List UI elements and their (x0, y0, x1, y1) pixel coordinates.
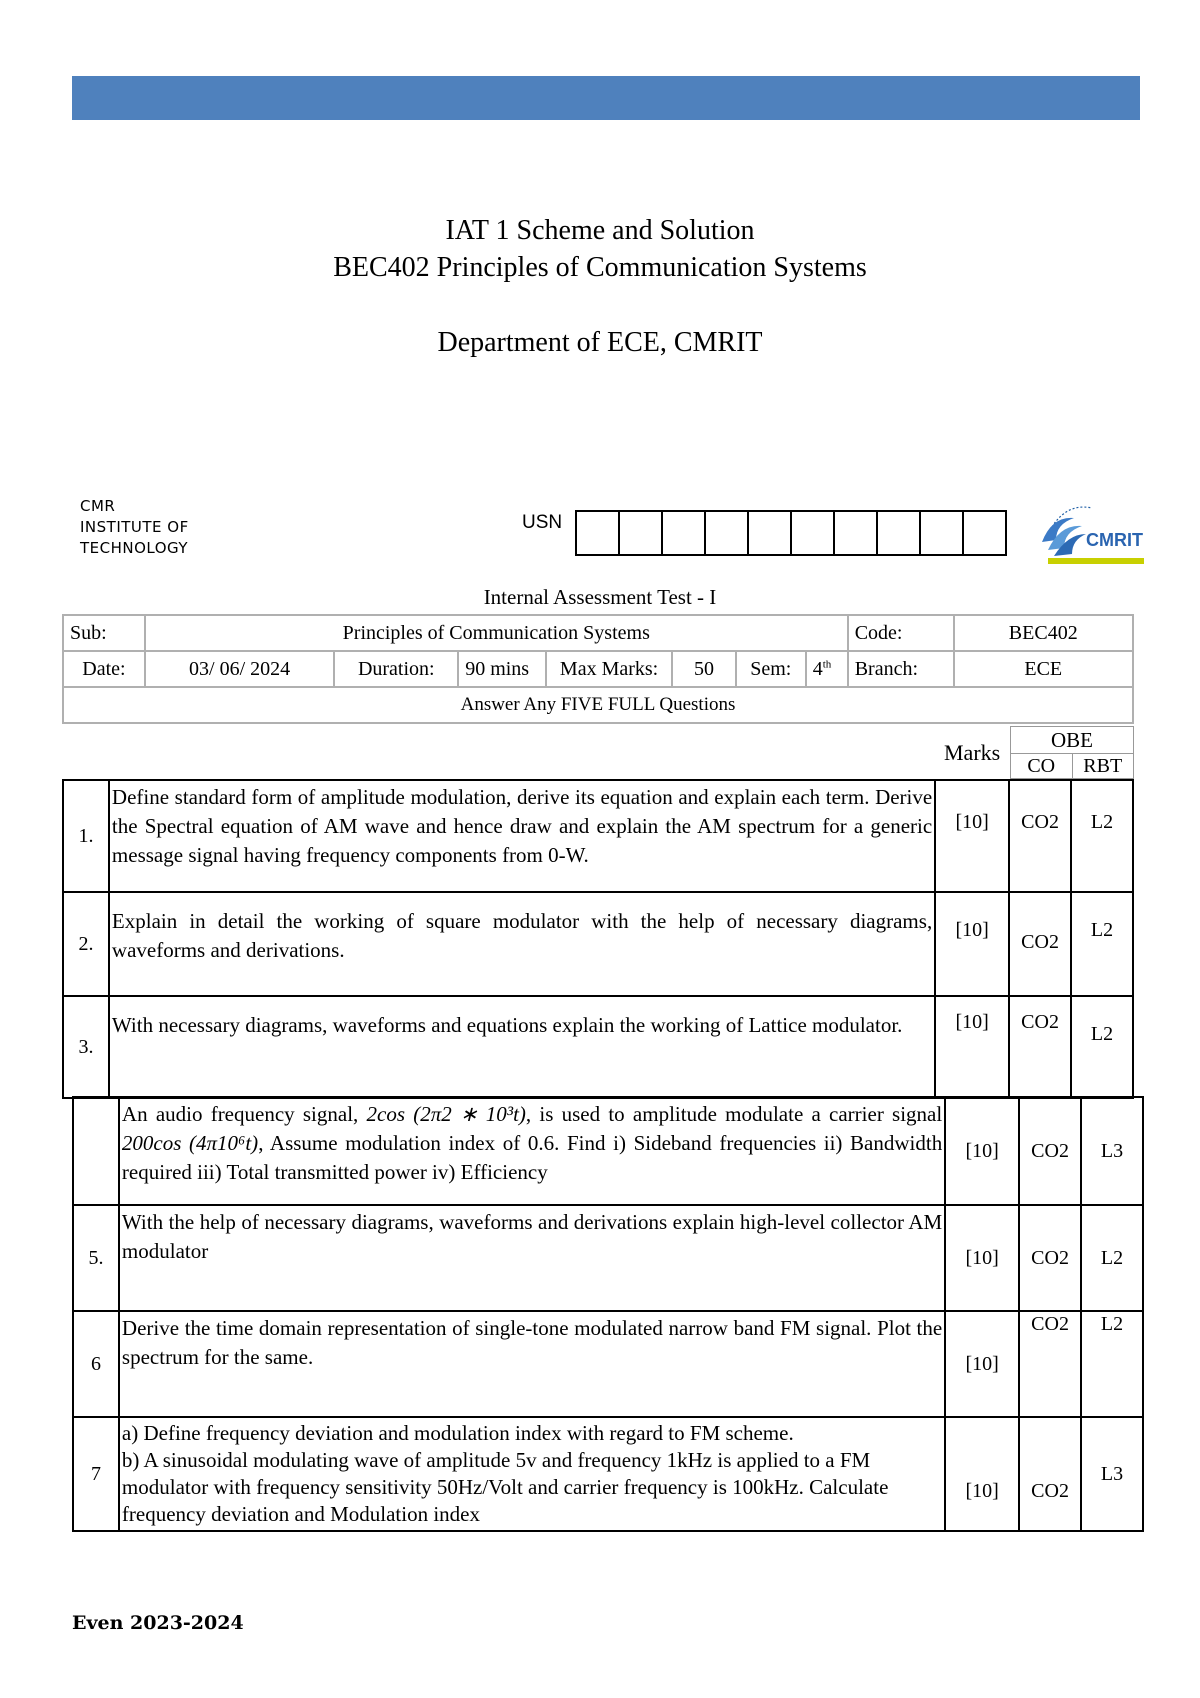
question-text: Define standard form of amplitude modulation, derive its equation and explain each term. Derive the Spectral equation of AM wave and hence draw and explain the AM spectrum for a generic message signal having frequency components from 0-W. (109, 780, 935, 892)
question-marks: [10] (945, 1205, 1019, 1311)
sub-value: Principles of Communication Systems (145, 615, 848, 651)
institution-line-1: CMR (80, 497, 116, 515)
table-row (73, 1311, 1143, 1417)
question-number: 6 (73, 1311, 119, 1417)
question-co: CO2 (1019, 1417, 1081, 1531)
question-text: Derive the time domain representation of single-tone modulated narrow band FM signal. Plot the spectrum for the same. (119, 1311, 945, 1417)
question-marks: [10] (945, 1417, 1019, 1531)
question-marks: [10] (945, 1311, 1019, 1417)
duration-label: Duration: (334, 651, 458, 687)
institution-line-3: TECHNOLOGY (80, 539, 189, 557)
instruction: Answer Any FIVE FULL Questions (63, 687, 1133, 723)
math-expression: 200cos (4π10⁶t) (121, 1131, 259, 1155)
rbt-header: RBT (1072, 754, 1134, 779)
usn-box[interactable] (962, 510, 1007, 556)
question-marks: [10] (935, 780, 1009, 892)
date-value: 03/ 06/ 2024 (145, 651, 335, 687)
department-title: Department of ECE, CMRIT (437, 327, 763, 358)
question-rbt: L2 (1071, 996, 1133, 1098)
table-row (73, 1097, 1143, 1205)
table-row (73, 1205, 1143, 1311)
usn-box[interactable] (618, 510, 663, 556)
table-row (73, 1417, 1143, 1531)
document-title-block (0, 212, 1200, 361)
footer-semester: Even 2023-2024 (72, 1612, 244, 1634)
title-line-2: BEC402 Principles of Communication Systems (333, 252, 867, 283)
question-rbt: L3 (1081, 1417, 1143, 1531)
question-co: CO2 (1009, 996, 1071, 1098)
question-rbt: L2 (1081, 1311, 1143, 1417)
question-marks: [10] (945, 1097, 1019, 1205)
institution-name (80, 496, 189, 559)
table-row (63, 892, 1133, 996)
code-value: BEC402 (954, 615, 1133, 651)
question-co: CO2 (1009, 892, 1071, 996)
duration-value: 90 mins (458, 651, 546, 687)
question-number: 3. (63, 996, 109, 1098)
questions-table-2 (72, 1096, 1144, 1532)
usn-box[interactable] (790, 510, 835, 556)
sem-label: Sem: (736, 651, 806, 687)
marks-header: Marks (944, 740, 1001, 765)
title-line-1: IAT 1 Scheme and Solution (445, 215, 755, 246)
test-info-table (62, 614, 1134, 724)
question-marks: [10] (935, 996, 1009, 1098)
institution-line-2: INSTITUTE OF (80, 518, 189, 536)
math-expression: 2cos (2π2 ∗ 10³t) (366, 1102, 526, 1126)
question-co: CO2 (1019, 1311, 1081, 1417)
branch-value: ECE (954, 651, 1133, 687)
branch-label: Branch: (848, 651, 954, 687)
usn-label: USN (522, 512, 563, 533)
question-text: With the help of necessary diagrams, waveforms and derivations explain high-level collector AM modulator (119, 1205, 945, 1311)
sem-value: 4th (806, 651, 848, 687)
usn-box[interactable] (747, 510, 792, 556)
logo-text: CMRIT (1086, 530, 1143, 550)
question-text: An audio frequency signal, 2cos (2π2 ∗ 10³t), is used to amplitude modulate a carrier signal 200cos (4π10⁶t), Assume modulation index of 0.6. Find i) Sideband frequencies ii) Bandwidth required iii) Total transmitted power iv) Efficiency (119, 1097, 945, 1205)
question-number: 5. (73, 1205, 119, 1311)
test-title: Internal Assessment Test - I (483, 585, 717, 609)
max-marks-label: Max Marks: (546, 651, 672, 687)
obe-label: OBE (1011, 727, 1134, 754)
max-marks-value: 50 (672, 651, 736, 687)
question-text: Explain in detail the working of square modulator with the help of necessary diagrams, waveforms and derivations. (109, 892, 935, 996)
question-rbt: L3 (1081, 1097, 1143, 1205)
question-rbt: L2 (1071, 780, 1133, 892)
question-part-a: a) Define frequency deviation and modulation index with regard to FM scheme. (121, 1421, 794, 1445)
question-number: 7 (73, 1417, 119, 1531)
question-number: 1. (63, 780, 109, 892)
question-text: With necessary diagrams, waveforms and equations explain the working of Lattice modulator. (109, 996, 935, 1098)
table-row (63, 996, 1133, 1098)
question-rbt: L2 (1071, 892, 1133, 996)
usn-box[interactable] (661, 510, 706, 556)
question-part-b: b) A sinusoidal modulating wave of amplitude 5v and frequency 1kHz is applied to a FM modulator with frequency sensitivity 50Hz/Volt and carrier frequency is 100kHz. Calculate frequency deviation and Modulation index (121, 1448, 889, 1526)
question-text (119, 1417, 945, 1531)
question-co: CO2 (1019, 1097, 1081, 1205)
question-co: CO2 (1019, 1205, 1081, 1311)
obe-header (1010, 726, 1134, 779)
usn-box[interactable] (704, 510, 749, 556)
cmrit-logo (1034, 494, 1146, 570)
question-number (73, 1097, 119, 1205)
usn-box[interactable] (876, 510, 921, 556)
question-rbt: L2 (1081, 1205, 1143, 1311)
usn-box[interactable] (575, 510, 620, 556)
question-number: 2. (63, 892, 109, 996)
co-header: CO (1011, 754, 1073, 779)
questions-table-1 (62, 779, 1134, 1099)
sub-label: Sub: (63, 615, 145, 651)
usn-input-boxes[interactable] (577, 510, 1007, 556)
code-label: Code: (848, 615, 954, 651)
date-label: Date: (63, 651, 145, 687)
question-marks: [10] (935, 892, 1009, 996)
usn-box[interactable] (833, 510, 878, 556)
usn-box[interactable] (919, 510, 964, 556)
table-row (63, 780, 1133, 892)
question-co: CO2 (1009, 780, 1071, 892)
header-color-bar (72, 76, 1140, 120)
